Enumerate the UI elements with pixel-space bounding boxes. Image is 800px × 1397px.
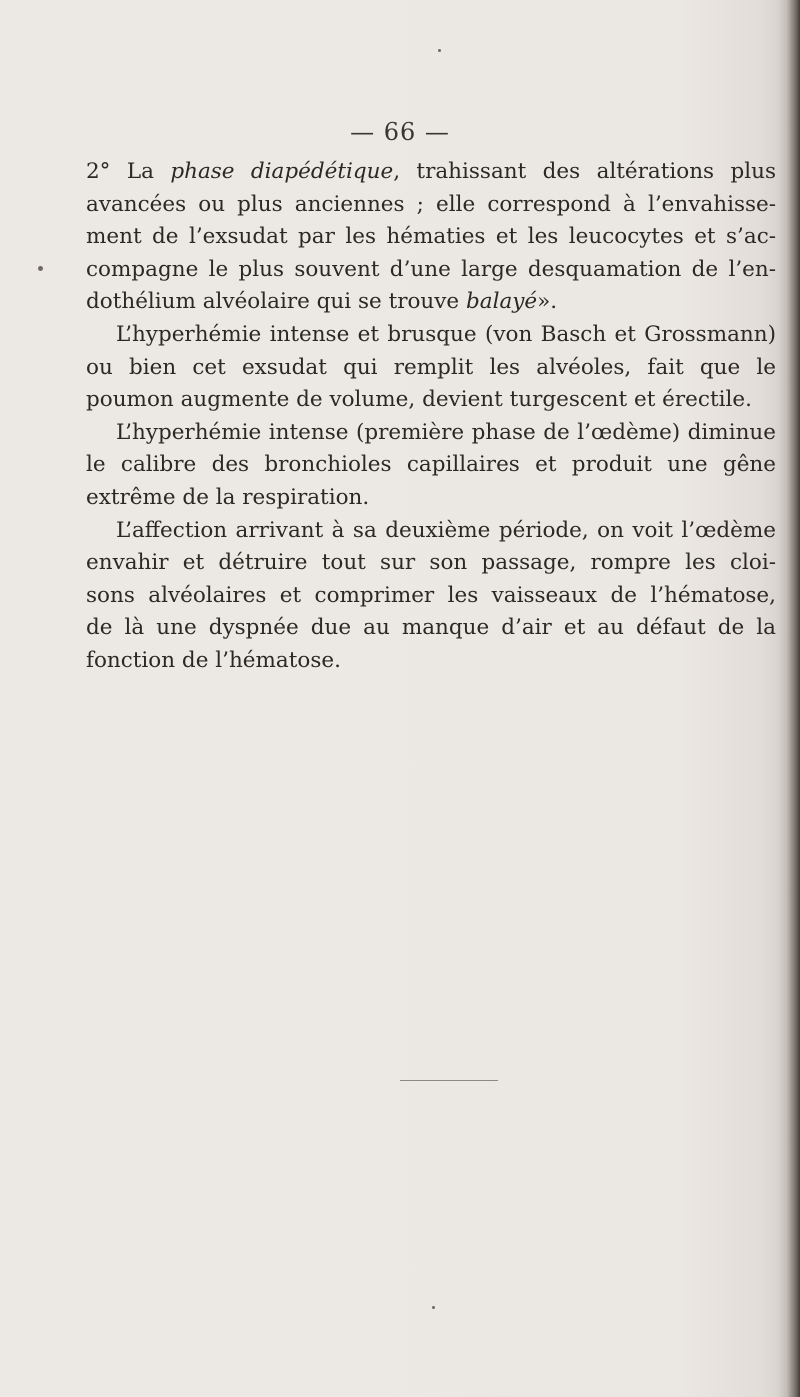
text-line (86, 221, 776, 254)
paragraph (86, 156, 776, 319)
page-number: — 66 — (350, 118, 450, 146)
text-line (86, 286, 776, 319)
text-run: avancées ou plus anciennes ; elle correspond à l’envahisse- (86, 191, 776, 217)
page-edge-shadow (778, 0, 800, 1397)
text-line (86, 612, 776, 645)
page-speck (38, 266, 43, 271)
text-run: ou bien cet exsudat qui remplit les alvéoles, fait que le (86, 354, 776, 380)
text-line (86, 254, 776, 287)
text-run: poumon augmente de volume, devient turgescent et érectile. (86, 387, 752, 413)
text-run: dothélium alvéolaire qui se trouve (86, 289, 466, 315)
text-run: compagne le plus souvent d’une large desquamation de l’en- (86, 256, 776, 282)
text-run: L’hyperhémie intense (première phase de l’œdème) diminue (116, 419, 776, 445)
text-line (86, 580, 776, 613)
text-run: L’affection arrivant à sa deuxième période, on voit l’œdème (116, 517, 776, 543)
text-run: extrême de la respiration. (86, 484, 370, 510)
text-run: ment de l’exsudat par les hématies et les leucocytes et s’ac- (86, 224, 776, 250)
text-line (86, 319, 776, 352)
text-line (86, 189, 776, 222)
paragraph (86, 515, 776, 678)
text-line (86, 645, 776, 678)
text-run: de là une dyspnée due au manque d’air et au défaut de la (86, 615, 776, 641)
text-line (86, 352, 776, 385)
page-speck (438, 49, 441, 52)
paragraph (86, 417, 776, 515)
body-text (86, 156, 776, 678)
text-line (86, 449, 776, 482)
italic-phrase: balayé (465, 289, 538, 315)
text-line (86, 156, 776, 189)
section-separator-rule (400, 1080, 498, 1081)
text-run: sons alvéolaires et comprimer les vaisseaux de l’hématose, (86, 582, 776, 608)
text-line (86, 384, 776, 417)
text-line (86, 482, 776, 515)
text-run: L’hyperhémie intense et brusque (von Basch et Grossmann) (116, 321, 776, 347)
text-run: le calibre des bronchioles capillaires et produit une gêne (86, 452, 776, 478)
text-run: 2° La (86, 159, 171, 184)
text-run: , trahissant des altérations plus (393, 159, 776, 184)
page-speck (432, 1306, 435, 1309)
text-line (86, 547, 776, 580)
text-line (86, 515, 776, 548)
text-run: ». (537, 289, 558, 315)
text-line (86, 417, 776, 450)
text-run: envahir et détruire tout sur son passage, rompre les cloi- (86, 550, 776, 576)
italic-phrase: phase diapédétique (170, 159, 394, 184)
text-run: fonction de l’hématose. (86, 647, 341, 673)
paragraph (86, 319, 776, 417)
